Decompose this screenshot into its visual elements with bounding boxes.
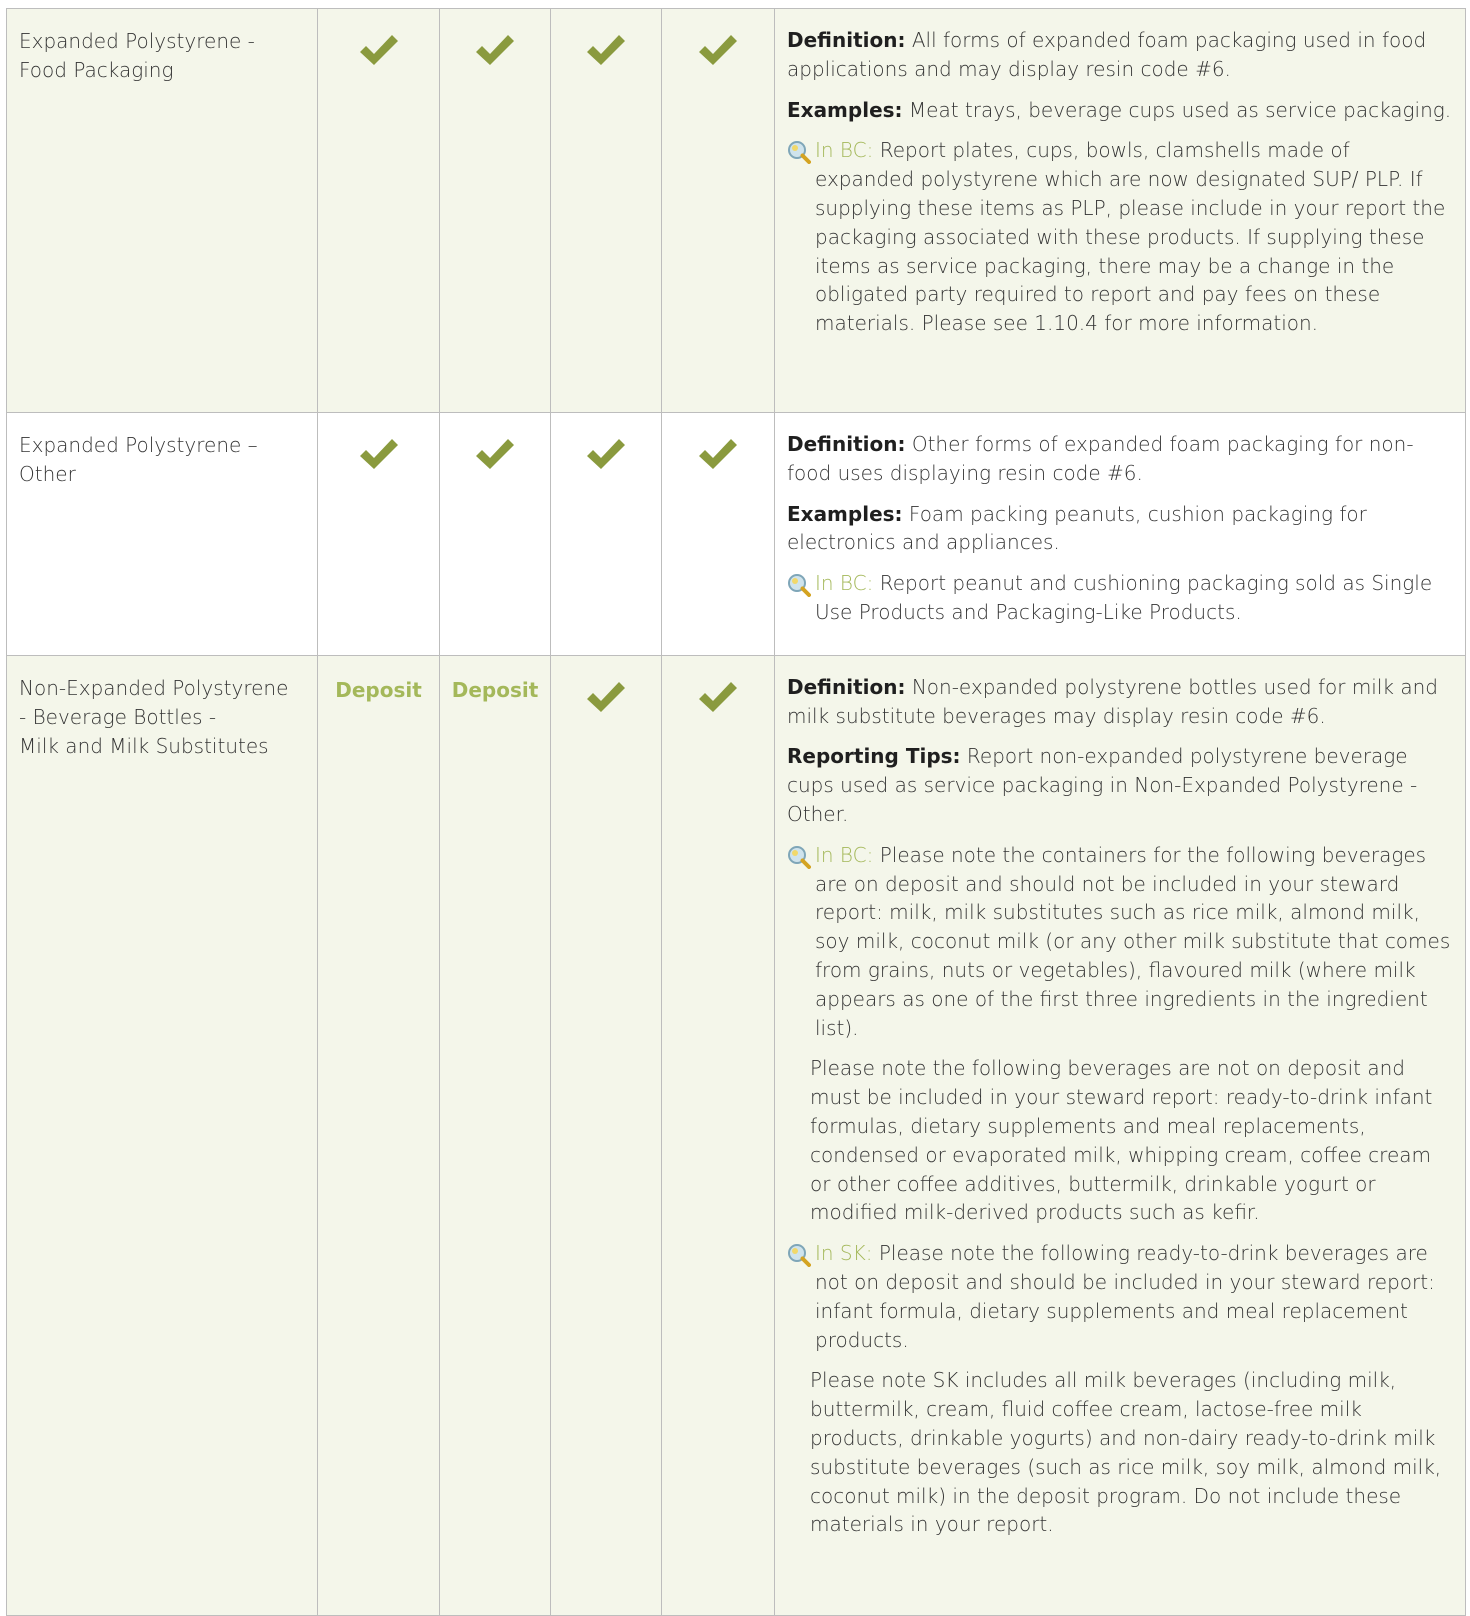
material-table: [6, 8, 1466, 1616]
mark-cell: [318, 413, 440, 656]
check-icon: [584, 458, 628, 477]
province-note: In SK: Please note the following ready-to-drink beverages are not on deposit and should be included in your steward report: infant formula, dietary supplements and meal replacement products.: [787, 1239, 1455, 1354]
definition: Definition: Other forms of expanded foam packaging for non-food uses displaying resin code #6.: [787, 432, 1414, 485]
material-name: Expanded Polystyrene - Food Packaging: [7, 9, 318, 413]
mark-cell: [662, 9, 775, 413]
check-icon: [696, 701, 740, 720]
magnifier-icon: [787, 845, 811, 869]
mark-cell: [318, 9, 440, 413]
check-icon: [473, 458, 517, 477]
check-icon: [357, 458, 401, 477]
material-name: Expanded Polystyrene – Other: [7, 413, 318, 656]
deposit-label: Deposit: [440, 655, 551, 1615]
province-note: In BC: Report peanut and cushioning packaging sold as Single Use Products and Packaging-Like Products.: [787, 569, 1455, 627]
table-row: [7, 655, 1466, 1615]
check-icon: [696, 54, 740, 73]
province-note-continued: Please note SK includes all milk beverages (including milk, buttermilk, cream, fluid coffee cream, lactose-free milk products, drinkable yogurts) and non-dairy ready-to-drink milk substitute beverages (such as rice milk, soy milk, almond milk, coconut milk) in the deposit program. Do not include these materials in your report.: [810, 1368, 1442, 1537]
table-row: [7, 413, 1466, 656]
definition: Definition: Non-expanded polystyrene bottles used for milk and milk substitute beverages may display resin code #6.: [787, 674, 1438, 728]
description-cell: [775, 9, 1466, 413]
magnifier-icon: [787, 140, 811, 164]
check-icon: [357, 54, 401, 73]
mark-cell: [662, 413, 775, 656]
mark-cell: [662, 655, 775, 1615]
magnifier-icon: [787, 1243, 811, 1267]
magnifier-icon: [787, 573, 811, 597]
check-icon: [584, 701, 628, 720]
check-icon: [584, 54, 628, 73]
examples: Examples: Foam packing peanuts, cushion packaging for electronics and appliances.: [787, 501, 1367, 555]
mark-cell: [551, 9, 662, 413]
mark-cell: [440, 413, 551, 656]
mark-cell: [440, 9, 551, 413]
province-note: In BC: Report plates, cups, bowls, clamshells made of expanded polystyrene which are now designated SUP/ PLP. If supplying these items as PLP, please include in your report the packaging associated with these products. If supplying these items as service packaging, there may be a change in the obligated party required to report and pay fees on these materials. Please see 1.10.4 for more information.: [787, 136, 1455, 338]
province-note-continued: Please note the following beverages are not on deposit and must be included in your steward report: ready-to-drink infant formulas, dietary supplements and meal replacements, condensed or evaporated milk, whipping cream, coffee cream or other coffee additives, buttermilk, drinkable yogurt or modified milk-derived products such as kefir.: [810, 1056, 1433, 1225]
material-name: Non-Expanded Polystyrene - Beverage Bottles - Milk and Milk Substitutes: [7, 655, 318, 1615]
mark-cell: [551, 413, 662, 656]
table-row: [7, 9, 1466, 413]
description-cell: [775, 413, 1466, 656]
province-note: In BC: Please note the containers for the following beverages are on deposit and should not be included in your steward report: milk, milk substitutes such as rice milk, almond milk, soy milk, coconut milk (or any other milk substitute that comes from grains, nuts or vegetables), flavoured milk (where milk appears as one of the first three ingredients in the ingredient list).: [787, 841, 1455, 1043]
mark-cell: [551, 655, 662, 1615]
check-icon: [473, 54, 517, 73]
definition: Definition: All forms of expanded foam packaging used in food applications and may display resin code #6.: [787, 28, 1427, 81]
check-icon: [696, 458, 740, 477]
deposit-label: Deposit: [318, 655, 440, 1615]
examples: Examples: Meat trays, beverage cups used as service packaging.: [787, 97, 1452, 122]
description-cell: [775, 655, 1466, 1615]
reporting-tips: Reporting Tips: Report non-expanded polystyrene beverage cups used as service packaging in Non-Expanded Polystyrene - Other.: [787, 744, 1418, 826]
